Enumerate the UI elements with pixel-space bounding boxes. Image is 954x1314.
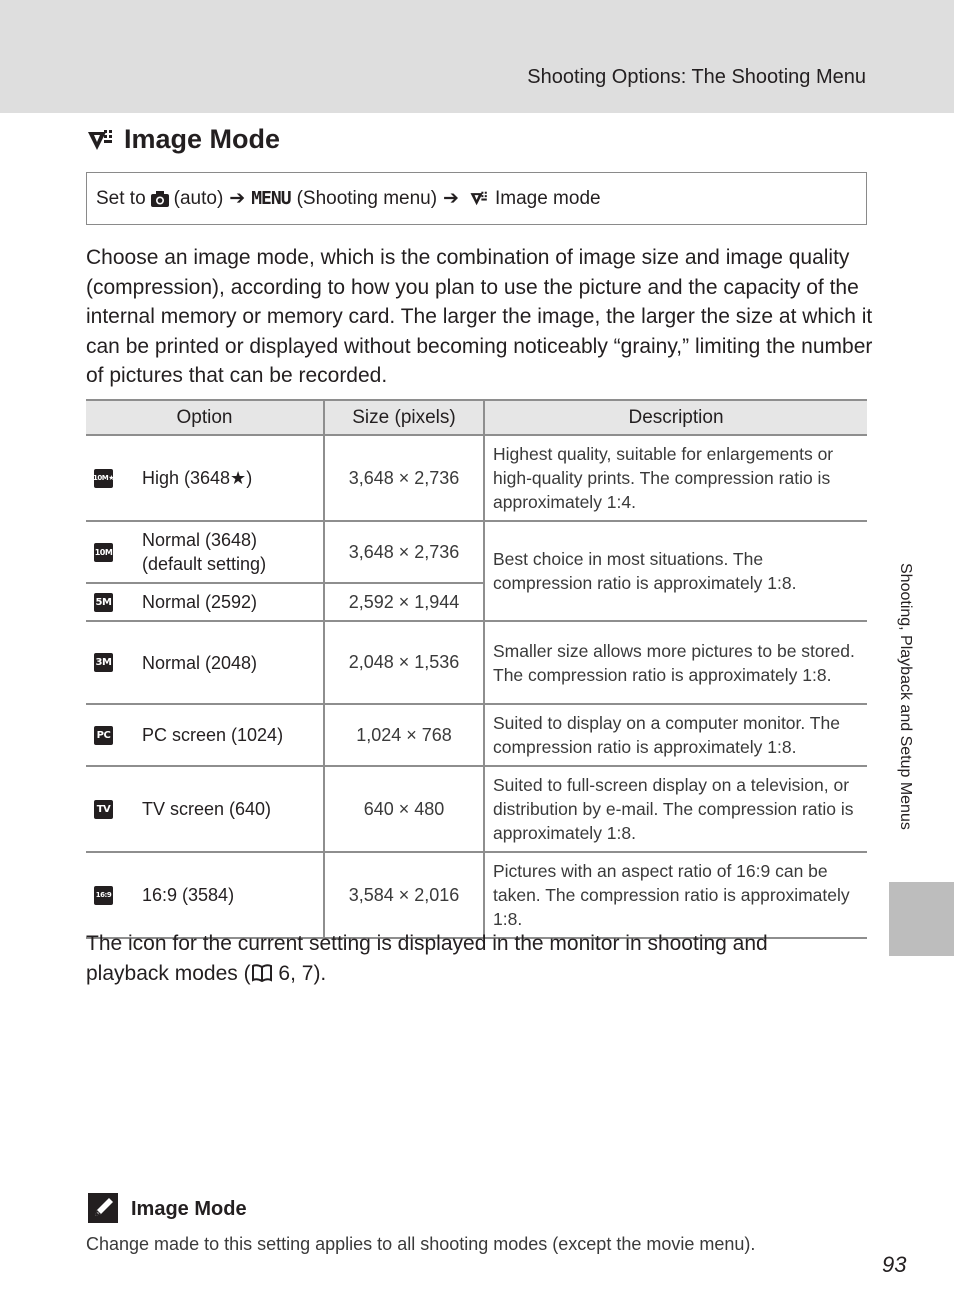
image-mode-icon [469,189,491,208]
path-image-mode: Image mode [494,187,601,209]
tip-title: Image Mode [131,1198,247,1220]
description-cell: Smaller size allows more pictures to be stored. The compression ratio is approximately 1:8. [484,621,867,704]
table-header-row [86,400,867,435]
table-row [86,521,867,583]
size-cell: 640 × 480 [324,766,484,852]
monitor-note [86,929,846,988]
menu-button-icon: MENU [251,188,291,209]
normal-3m-icon: 3M [94,653,113,672]
normal-5m-icon: 5M [94,593,113,612]
option-label: 16:9 (3584) [142,885,235,905]
size-cell: 2,048 × 1,536 [324,621,484,704]
pencil-note-icon [88,1193,118,1223]
table-row [86,621,867,704]
path-shooting-menu: (Shooting menu) [296,187,438,209]
option-label: Normal (2048) [142,652,258,673]
normal-10m-icon: 10M [94,543,113,562]
high-10m-icon: 10M★ [94,469,113,488]
book-reference-icon [251,963,273,983]
description-cell: Best choice in most situations. The compression ratio is approximately 1:8. [484,521,867,621]
table-row [86,435,867,521]
description-cell: Suited to display on a computer monitor. The compression ratio is approximately 1:8. [484,704,867,766]
option-cell [86,766,324,852]
option-cell [86,852,324,938]
arrow-right-icon: ➔ [229,188,246,209]
title-text: Image Mode [124,124,281,154]
path-auto: (auto) [173,187,224,209]
description-cell: Suited to full-screen display on a television, or distribution by e-mail. The compression ratio is approximately 1:8. [484,766,867,852]
option-cell [86,435,324,521]
arrow-right-icon: ➔ [443,188,459,209]
size-cell: 3,584 × 2,016 [324,852,484,938]
size-cell: 3,648 × 2,736 [324,435,484,521]
description-cell: Highest quality, suitable for enlargements or high-quality prints. The compression ratio is approximately 1:4. [484,435,867,521]
aspect-16-9-icon: 16:9 [94,886,113,905]
size-cell: 3,648 × 2,736 [324,521,484,583]
page-number: 93 [882,1252,907,1277]
option-label: Normal (3648) [142,530,258,550]
option-label: High (3648★) [142,468,253,488]
header-description: Description [484,400,867,435]
note-text: The icon for the current setting is displayed in the monitor in shooting and playback modes ( [86,932,768,985]
side-tab-marker [889,882,954,956]
size-cell: 1,024 × 768 [324,704,484,766]
page-title [86,124,280,155]
table-row [86,766,867,852]
camera-auto-icon [150,190,170,208]
image-mode-icon [86,126,118,154]
section-header: Shooting Options: The Shooting Menu [527,66,866,88]
table-row [86,704,867,766]
option-cell [86,583,324,621]
tip-text: Change made to this setting applies to all shooting modes (except the movie menu). [86,1234,756,1254]
size-cell: 2,592 × 1,944 [324,583,484,621]
option-label: TV screen (640) [142,799,272,819]
option-cell [86,621,324,704]
tv-screen-icon: TV [94,800,113,819]
option-label: Normal (2592) [142,592,258,612]
description-cell: Pictures with an aspect ratio of 16:9 can be taken. The compression ratio is approximately 1:8. [484,852,867,938]
header-size: Size (pixels) [324,400,484,435]
option-cell [86,521,324,583]
header-band [0,0,954,113]
intro-paragraph: Choose an image mode, which is the combination of image size and image quality (compression), according to how you plan to use the picture and the capacity of the internal memory or memory card. The larger the image, the larger the size at which it can be printed or displayed without becoming noticeably “grainy,” limiting the number of pictures that can be recorded. [86,246,873,388]
path-set-to: Set to [96,187,146,209]
menu-path-box [86,172,867,225]
note-page-refs: 6, 7). [272,961,327,985]
option-label-default: (default setting) [142,554,267,574]
header-option: Option [86,400,324,435]
option-cell [86,704,324,766]
side-tab-label: Shooting, Playback and Setup Menus [897,563,914,830]
pc-screen-icon: PC [94,726,113,745]
table-row [86,852,867,938]
option-label: PC screen (1024) [142,725,284,745]
image-mode-table [86,399,867,939]
